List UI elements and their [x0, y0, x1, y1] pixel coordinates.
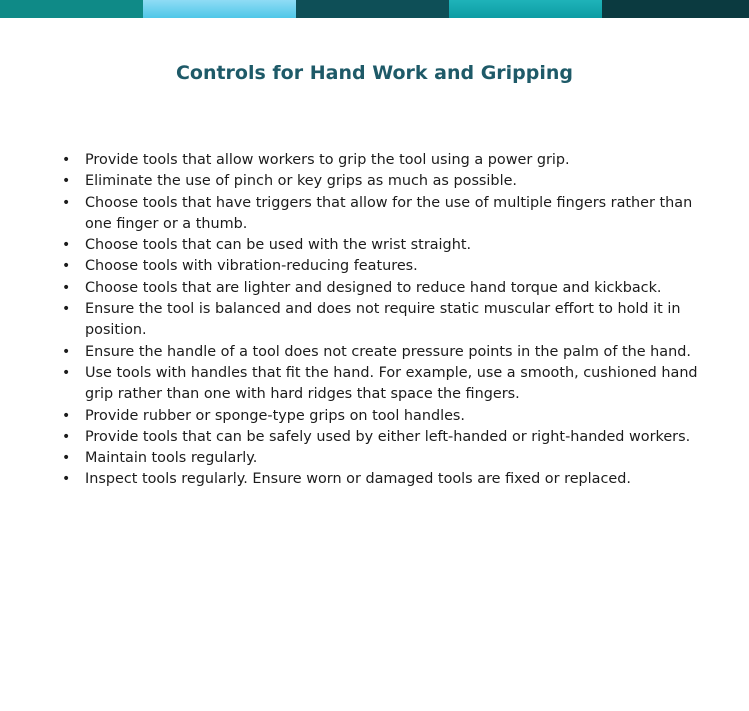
header-bar-segment [143, 0, 296, 18]
header-bar-segment [602, 0, 749, 18]
list-item [58, 363, 718, 406]
header-color-bar [0, 0, 749, 18]
list-item [58, 150, 718, 171]
list-item [58, 427, 718, 448]
list-item [58, 406, 718, 427]
header-bar-segment [449, 0, 602, 18]
list-item-text: Provide rubber or sponge-type grips on tool handles. [85, 407, 466, 424]
bullet-icon: • [62, 258, 71, 275]
list-item [58, 299, 718, 342]
list-item-text: Provide tools that allow workers to grip the tool using a power grip. [85, 152, 570, 168]
list-item-text: Ensure the tool is balanced and does not require static muscular effort to hold it in position. [85, 301, 681, 339]
list-item [58, 469, 718, 490]
list-item [58, 342, 718, 363]
bullet-icon: • [62, 450, 71, 467]
list-item-text: Choose tools that have triggers that allow for the use of multiple fingers rather than one finger or a thumb. [85, 194, 693, 232]
bullet-icon: • [62, 364, 71, 381]
list-item [58, 256, 718, 277]
bullet-icon: • [62, 152, 71, 168]
list-item [58, 171, 718, 192]
list-item-text: Provide tools that can be safely used by either left-handed or right-handed workers. [85, 428, 691, 445]
bullet-icon: • [62, 173, 71, 190]
list-item-text: Choose tools with vibration-reducing features. [85, 258, 418, 275]
header-bar-segment [0, 0, 143, 18]
bullet-icon: • [62, 301, 71, 318]
list-item-text: Choose tools that can be used with the wrist straight. [85, 237, 472, 254]
bullet-icon: • [62, 428, 71, 445]
page-title: Controls for Hand Work and Gripping [175, 62, 574, 84]
list-item-text: Eliminate the use of pinch or key grips as much as possible. [85, 173, 517, 190]
list-item-text: Choose tools that are lighter and designed to reduce hand torque and kickback. [85, 279, 662, 296]
bullet-icon: • [62, 343, 71, 360]
list-item-text: Inspect tools regularly. Ensure worn or damaged tools are fixed or replaced. [85, 471, 631, 488]
header-bar-segment [296, 0, 449, 18]
list-item [58, 193, 718, 236]
bullet-icon: • [62, 237, 71, 254]
bullet-list [58, 150, 718, 491]
list-item-text: Use tools with handles that fit the hand. For example, use a smooth, cushioned hand grip rather than one with hard ridges that space the fingers. [85, 364, 698, 403]
list-item [58, 448, 718, 469]
list-item [58, 235, 718, 256]
list-item-text: Maintain tools regularly. [85, 450, 258, 467]
list-item-text: Ensure the handle of a tool does not create pressure points in the palm of the hand. [85, 343, 691, 360]
bullet-icon: • [62, 194, 71, 211]
list-item [58, 278, 718, 299]
bullet-icon: • [62, 407, 71, 424]
bullet-icon: • [62, 279, 71, 296]
bullet-icon: • [62, 471, 71, 488]
